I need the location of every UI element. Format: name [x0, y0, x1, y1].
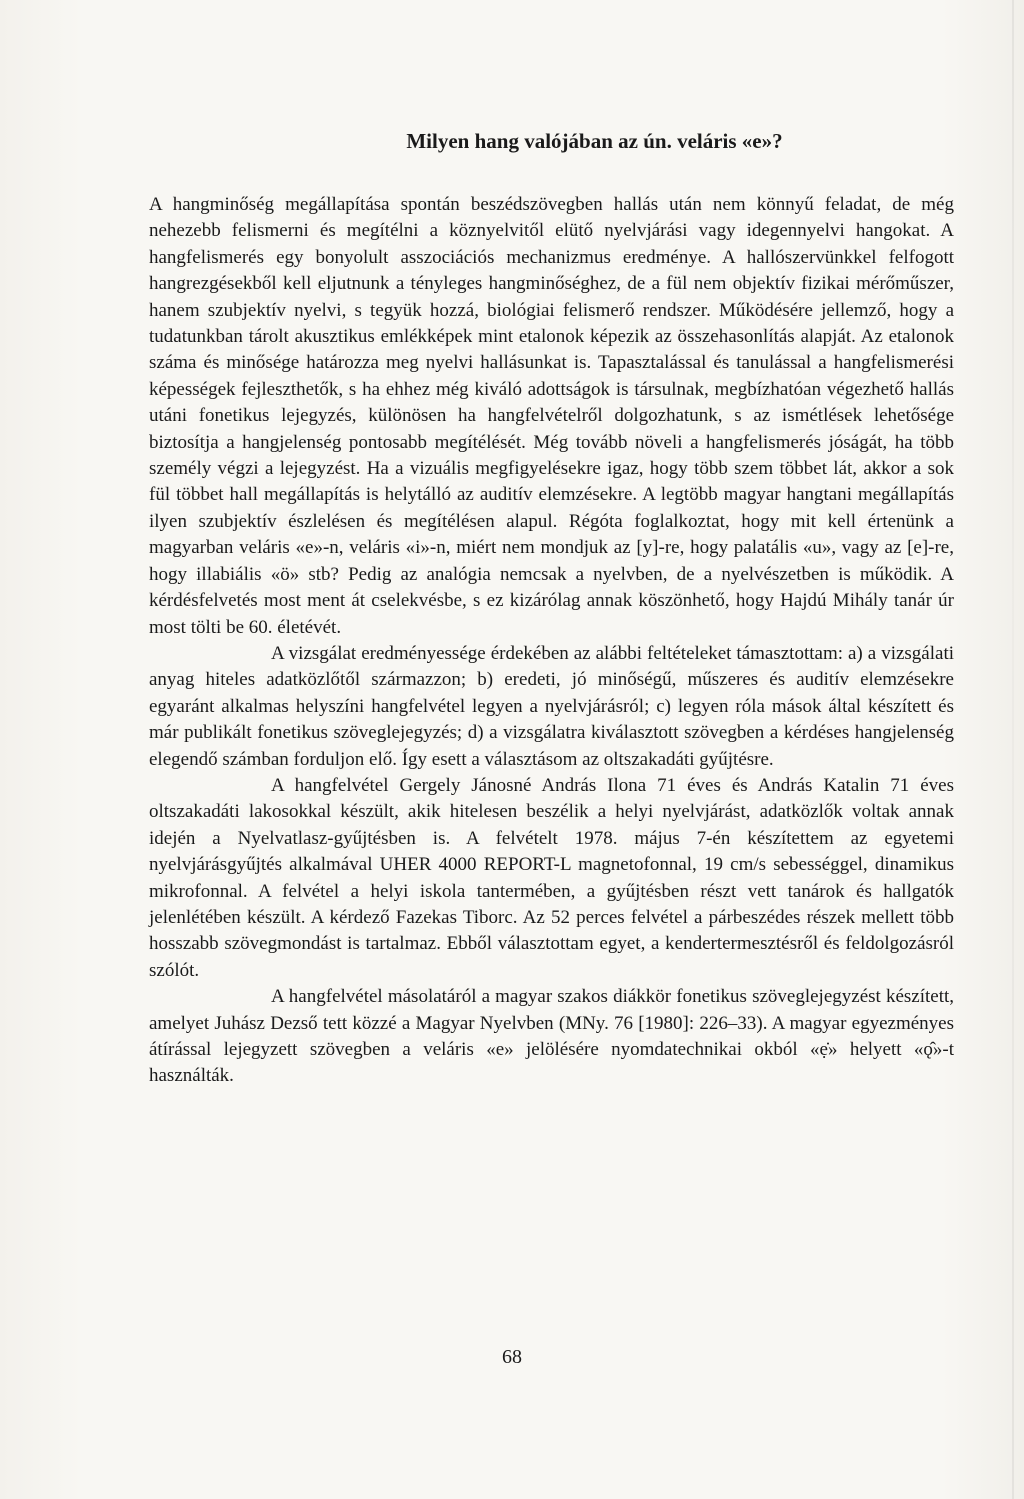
paragraph-4: A hangfelvétel másolatáról a magyar szakos diákkör fonetikus szöveglejegyzést készített, amelyet Juhász Dezső tett közzé a Magyar Nyelvben (MNy. 76 [1980]: 226–33). A magyar egyezményes átírással lejegyzett szövegben a veláris «e» jelölésére nyomdatechnikai okból «ẹ̇» helyett «ǫ̂»-t használták. [149, 986, 954, 1087]
page-number: 68 [502, 1346, 522, 1368]
article [149, 128, 954, 1090]
paragraph-3: A hangfelvétel Gergely Jánosné András Ilona 71 éves és András Katalin 71 éves oltszakadáti lakosokkal készült, akik hitelesen beszélik a helyi nyelvjárást, adatközlők voltak annak idején a Nyelvatlasz-gyűjtésben is. A felvételt 1978. május 7-én készítettem az egyetemi nyelvjárásgyűjtés alkalmával UHER 4000 REPORT-L magnetofonnal, 19 cm/s sebességgel, dinamikus mikrofonnal. A felvétel a helyi iskola tantermében, a gyűjtésben részt vett tanárok és hallgatók jelenlétében készült. A kérdező Fazekas Tiborc. Az 52 perces felvétel a párbeszédes részek mellett több hosszabb szövegmondást is tartalmaz. Ebből választottam egyet, a kendertermesztésről és feldolgozásról szólót. [149, 774, 954, 981]
article-title: Milyen hang valójában az ún. veláris «e»? [406, 129, 783, 153]
paragraph-1: A hangminőség megállapítása spontán beszédszövegben hallás után nem könnyű feladat, de még nehezebb felismerni és megítélni a köznyelvitől elütő nyelvjárási vagy idegennyelvi hangokat. A hangfelismerés egy bonyolult asszociációs mechanizmus eredménye. A hallószervünkkel felfogott hangrezgésekből kell eljutnunk a tényleges hangminőséghez, de a fül nem objektív fizikai mérőműszer, hanem szubjektív nyelvi, s tegyük hozzá, biológiai felismerő rendszer. Működésére jellemző, hogy a tudatunkban tárolt akusztikus emlékképek mint etalonok képezik az összehasonlítás alapját. Az etalonok száma és minősége határozza meg nyelvi hallásunkat is. Tapasztalással és tanulással a hangfelismerési képességek fejleszthetők, s ha ehhez még kiváló adottságok is társulnak, megbízhatóan végezhető hallás utáni fonetikus lejegyzés, különösen ha hangfelvételről dolgozhatunk, s az ismétlések lehetősége biztosítja a hangjelenség pontosabb megítélését. Még tovább növeli a hangfelismerés jóságát, ha több személy végzi a lejegyzést. Ha a vizuális megfigyelésekre igaz, hogy több szem többet lát, akkor a sok fül többet hall megállapítás is helytálló az auditív elemzésekre. A legtöbb magyar hangtani megállapítás ilyen szubjektív észlelésen és megítélésen alapul. Régóta foglalkoztat, hogy mit kell értenünk a magyarban veláris «e»-n, veláris «i»-n, miért nem mondjuk az [y]-re, hogy palatális «u», vagy az [e]-re, hogy illabiális «ö» stb? Pedig az analógia nemcsak a nyelvben, de a nyelvészetben is működik. A kérdésfelvetés most ment át cselekvésbe, s ez kizárólag annak köszönhető, hogy Hajdú Mihály tanár úr most tölti be 60. életévét. [149, 194, 954, 638]
paragraph-2: A vizsgálat eredményessége érdekében az alábbi feltételeket támasztottam: a) a vizsgálati anyag hiteles adatközlőtől származzon; b) eredeti, jó minőségű, műszeres és auditív elemzésekre egyaránt alkalmas helyszíni hangfelvétel legyen a nyelvjárásról; c) legyen róla mások által készített és már publikált fonetikus szöveglejegyzés; d) a vizsgálatra kiválasztott szövegben a kérdéses hangjelenség elegendő számban forduljon elő. Így esett a választásom az oltszakadáti gyűjtésre. [149, 642, 954, 770]
scan-edge-shadow [1012, 0, 1014, 1499]
